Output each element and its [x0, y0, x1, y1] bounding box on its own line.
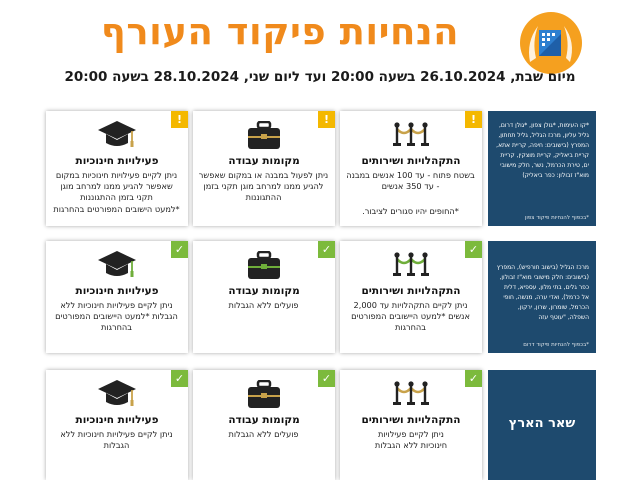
check-badge: ✓ — [318, 241, 335, 258]
warning-badge: ! — [318, 111, 335, 128]
card-footnote: *למעט הישובים המפורטים בהחרגות — [53, 204, 180, 214]
briefcase-icon — [246, 121, 282, 155]
card-gatherings — [340, 111, 482, 226]
card-gatherings — [340, 370, 482, 480]
card-body: ניתן לקיים פעילויות חינוכיות ללא הגבלות — [60, 429, 173, 450]
card-education — [46, 370, 188, 480]
date-range-subtitle: מיום שבת, 26.10.2024 בשעה 20:00 ועד ליום שני, 28.10.2024 בשעה 20:00 — [64, 69, 576, 85]
card-body: ניתן לפעול במבנה או במקום שאפשר להגיע ממנו למרחב מוגן תקני בזמן ההתגוננות — [198, 170, 329, 202]
card-body: ניתן לקיים פעילויות חינוכיות ללא הגבלות *למעט היישובים המפורטים בהחרגות — [55, 300, 178, 332]
region-panel-north — [488, 111, 596, 226]
region-name: שאר הארץ — [508, 416, 576, 431]
card-education — [46, 111, 188, 226]
region-note: *בכפוף להנחיות פיקוד צפון — [524, 215, 589, 221]
card-title: מקומות עבודה — [228, 155, 300, 167]
card-title: התקהלויות ושירותים — [361, 155, 461, 167]
stanchion-icon — [391, 380, 431, 412]
briefcase-icon — [246, 251, 282, 285]
card-body: פועלים ללא הגבלות — [228, 300, 299, 310]
card-title: פעילויות חינוכיות — [75, 285, 159, 297]
region-list: מרכז הגליל (בישוב חורפיש), המפרץ (בישובים: חלק מישובי מוא"ז זבולון, כפר גלים, בתי מלון, עספיא, דלית אל כרמל), ואדי ערה, מנשה, חופי הכרמל, שומרון, שרון, ירקון, השפלה, "עוטף עזה — [496, 264, 589, 321]
card-body: בשטח פתוח - עד 100 אנשים במבנה - עד 350 אנשים — [346, 170, 475, 191]
stanchion-icon — [391, 251, 431, 283]
card-body: פועלים ללא הגבלות — [228, 429, 299, 439]
card-title: פעילויות חינוכיות — [75, 414, 159, 426]
region-note: *בכפוף להנחיות פיקוד דרום — [523, 342, 589, 348]
region-panel-rest — [488, 370, 596, 480]
card-footnote: *החופים יהיו סגורים לציבור. — [362, 206, 459, 216]
card-title: פעילויות חינוכיות — [75, 155, 159, 167]
card-title: מקומות עבודה — [228, 414, 300, 426]
card-workplaces — [193, 111, 335, 226]
region-list: *קו העימות, *גולן צפון, *גולן דרום, גליל עליון, מרכז הגליל, גליל תחתון, המפרץ (בישובים: חיפה, קריית אתא, קריית ביאליק, קריית מוצקין, קריית ים, טירת הכרמל, נשר, חלק מישובי מוא"ז זבולון: כפר ביאליק) — [496, 122, 589, 179]
check-badge: ✓ — [465, 370, 482, 387]
graduation-cap-icon — [97, 378, 137, 414]
card-body: ניתן לקיים פעילויות חינוכיות ללא הגבלות — [374, 429, 448, 450]
card-body: ניתן לקיים פעילויות חינוכיות במקום שאפשר להגיע ממנו למרחב מוגן תקני בזמן ההתגוננות — [55, 170, 178, 202]
card-gatherings — [340, 241, 482, 353]
card-title: התקהלויות ושירותים — [361, 414, 461, 426]
warning-badge: ! — [171, 111, 188, 128]
graduation-cap-icon — [97, 249, 137, 285]
warning-badge: ! — [465, 111, 482, 128]
briefcase-icon — [246, 380, 282, 414]
graduation-cap-icon — [97, 119, 137, 155]
home-front-command-logo — [520, 12, 582, 74]
check-badge: ✓ — [318, 370, 335, 387]
page-title: הנחיות פיקוד העורף — [100, 10, 460, 53]
card-workplaces — [193, 370, 335, 480]
card-body: ניתן לקיים התקהלויות עד 2,000 אנשים *למעט היישובים המפורטים בהחרגות — [351, 300, 470, 332]
check-badge: ✓ — [171, 370, 188, 387]
region-panel-center — [488, 241, 596, 353]
card-title: התקהלויות ושירותים — [361, 285, 461, 297]
card-workplaces — [193, 241, 335, 353]
check-badge: ✓ — [171, 241, 188, 258]
check-badge: ✓ — [465, 241, 482, 258]
stanchion-icon — [391, 121, 431, 153]
card-title: מקומות עבודה — [228, 285, 300, 297]
card-education — [46, 241, 188, 353]
